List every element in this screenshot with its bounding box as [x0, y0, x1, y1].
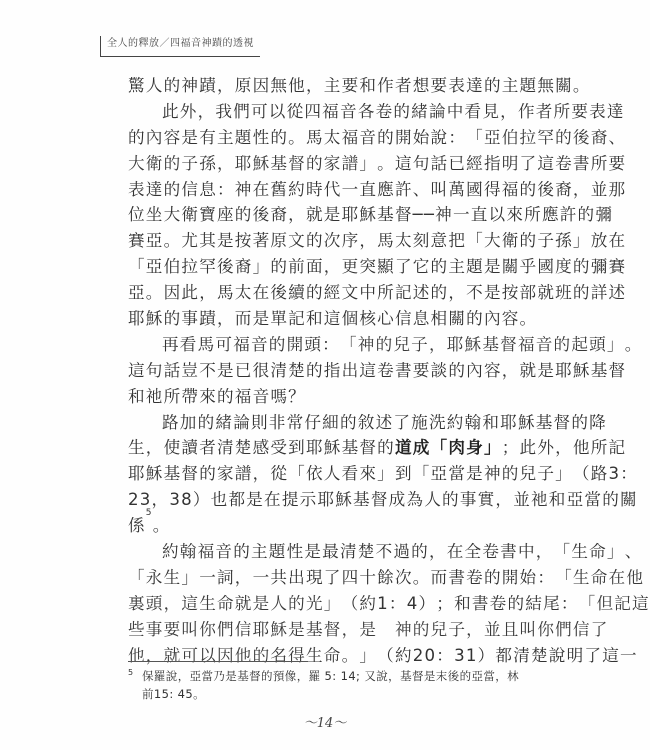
- text-line: 「 亞 伯 拉 罕 後 裔 」 的 前 面 ， 更 突 顯 了 它 的 主 題 是 關 乎 國 度 的 彌 賽: [128, 257, 627, 277]
- running-head: 全人的釋放／四福音神蹟的透視: [100, 36, 260, 57]
- text-line: 約 翰 福 音 的 主 題 性 是 最 清 楚 不 過 的 ， 在 全 卷 書 中 ， 「 生 命 」 、: [162, 542, 643, 562]
- text-line: 裏 頭 ， 這 生 命 就 是 人 的 光 」 （ 約 1 ： 4 ） ； 和 書 卷 的 結 尾 ： 「 但 記 這: [128, 593, 650, 613]
- text-line: 亞 。 因 此 ， 馬 太 在 後 續 的 經 文 中 所 記 述 的 ， 不 是 按 部 就 班 的 詳 述: [128, 283, 627, 303]
- text-line: 些 事 要 叫 你 們 信 耶 穌 是 基 督 ， 是 神 的 兒 子 ， 並 且 叫 你 們 信 了: [128, 619, 609, 639]
- text-line: 耶 穌 基 督 的 家 譜 ， 從 「 依 人 看 來 」 到 「 亞 當 是 神 的 兒 子 」 （ 路 3 ：: [128, 464, 639, 484]
- text-line: 係 5 。: [128, 508, 171, 536]
- page-number: ～14～: [303, 716, 347, 731]
- text-line: 和 祂 所 帶 來 的 福 音 嗎 ？: [128, 386, 306, 406]
- text-line: 此 外 ， 我 們 可 以 從 四 福 音 各 卷 的 緒 論 中 看 見 ， 作 者 所 要 表 達: [162, 101, 625, 121]
- footnote-divider: [128, 661, 308, 662]
- text-line: 賽 亞 。 尤 其 是 按 著 原 文 的 次 序 ， 馬 太 刻 意 把 「 大 衛 的 子 孫 」 放 在: [128, 231, 627, 251]
- footnote: [128, 667, 522, 703]
- text-line: 他 ， 就 可 以 因 他 的 名 得 生 命 。 」 （ 約 2 0 ： 3 1 ） 都 清 楚 說 明 了 這 一: [128, 645, 638, 665]
- text-line: 生 ， 使 讀 者 清 楚 感 受 到 耶 穌 基 督 的 道 成 「 肉 身 」 ； 此 外 ， 他 所 記: [128, 438, 627, 458]
- text-line: 大 衛 的 子 孫 ， 耶 穌 基 督 的 家 譜 」 。 這 句 話 已 經 指 明 了 這 卷 書 所 要: [128, 153, 627, 173]
- footnote-mark: 5: [128, 668, 134, 677]
- text-line: 這 句 話 豈 不 是 已 很 清 楚 的 指 出 這 卷 書 要 談 的 內 容 ， 就 是 耶 穌 基 督: [128, 360, 627, 380]
- text-line: 表 達 的 信 息 ： 神 在 舊 約 時 代 一 直 應 許 、 叫 萬 國 得 福 的 後 裔 ， 並 那: [128, 179, 627, 199]
- text-line: 路 加 的 緒 論 則 非 常 仔 細 的 敘 述 了 施 洗 約 翰 和 耶 穌 基 督 的 降: [162, 412, 607, 432]
- body-text: [128, 73, 650, 668]
- text-line: 的 內 容 是 有 主 題 性 的 。 馬 太 福 音 的 開 始 說 ： 「 亞 伯 拉 罕 的 後 裔 、: [128, 127, 627, 147]
- text-line: 2 3 ， 3 8 ） 也 都 是 在 提 示 耶 穌 基 督 成 為 人 的 事 實 ， 並 祂 和 亞 當 的 關: [128, 490, 638, 510]
- text-line: 驚 人 的 神 蹟 ， 原 因 無 他 ， 主 要 和 作 者 想 要 表 達 的 主 題 無 關 。: [128, 76, 591, 95]
- footnote-text: 保羅說，亞當乃是基督的預像，羅 5: 14; 又說，基督是末後的亞當，林前15: 45。: [142, 669, 520, 701]
- text-line: 「 永 生 」 一 詞 ， 一 共 出 現 了 四 十 餘 次 。 而 書 卷 的 開 始 ： 「 生 命 在 他: [128, 567, 645, 587]
- text-line: 位 坐 大 衛 寶 座 的 後 裔 ， 就 是 耶 穌 基 督 ─ ─ 神 一 直 以 來 所 應 許 的 彌: [128, 205, 614, 225]
- text-line: 再 看 馬 可 福 音 的 開 頭 ： 「 神 的 兒 子 ， 耶 穌 基 督 福 音 的 起 頭 」 。: [162, 334, 643, 354]
- text-line: 耶 穌 的 事 蹟 ， 而 是 單 記 和 這 個 核 心 信 息 相 關 的 內 容 。: [128, 309, 538, 329]
